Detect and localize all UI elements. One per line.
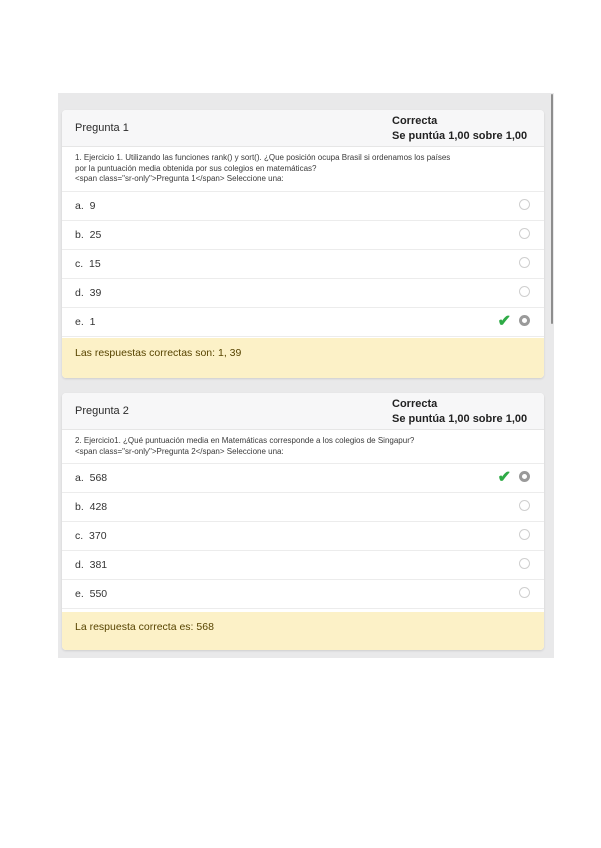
answer-option-b[interactable] bbox=[62, 493, 544, 522]
option-letter: b. bbox=[75, 228, 84, 241]
radio-icon[interactable] bbox=[519, 587, 530, 598]
radio-selected-icon[interactable] bbox=[519, 471, 530, 482]
question-header bbox=[62, 110, 544, 147]
question-grade: Se puntúa 1,00 sobre 1,00 bbox=[392, 413, 528, 425]
radio-icon[interactable] bbox=[519, 500, 530, 511]
answer-option-a[interactable] bbox=[62, 192, 544, 221]
option-letter: a. bbox=[75, 199, 84, 212]
question-card-1 bbox=[62, 110, 544, 378]
question-text-line: <span class="sr-only">Pregunta 2</span> Seleccione una: bbox=[75, 446, 284, 456]
question-text-line: 1. Ejercicio 1. Utilizando las funciones rank() y sort(). ¿Que posición ocupa Brasil si ordenamos los países bbox=[75, 153, 451, 162]
option-letter: e. bbox=[75, 588, 84, 600]
option-letter: c. bbox=[75, 257, 84, 270]
option-value: 9 bbox=[89, 199, 96, 212]
question-title: Pregunta 2 bbox=[75, 405, 129, 417]
radio-icon[interactable] bbox=[519, 228, 530, 239]
option-letter: d. bbox=[75, 286, 84, 299]
option-value: 550 bbox=[89, 588, 108, 600]
question-text-line: 2. Ejercicio1. ¿Qué puntuación media en Matemáticas corresponde a los colegios de Singapur? bbox=[75, 436, 415, 445]
question-title: Pregunta 1 bbox=[75, 122, 129, 134]
option-value: 568 bbox=[89, 472, 108, 484]
radio-icon[interactable] bbox=[519, 257, 530, 268]
radio-selected-icon[interactable] bbox=[519, 315, 530, 326]
radio-icon[interactable] bbox=[519, 199, 530, 210]
answer-option-d[interactable] bbox=[62, 551, 544, 580]
question-text bbox=[62, 147, 544, 192]
feedback-box: La respuesta correcta es: 568 bbox=[62, 612, 544, 650]
question-status bbox=[392, 114, 527, 144]
option-value: 1 bbox=[89, 315, 96, 328]
option-value: 428 bbox=[89, 501, 108, 513]
question-header bbox=[62, 393, 544, 430]
option-letter: b. bbox=[75, 501, 84, 513]
option-letter: e. bbox=[75, 315, 84, 328]
option-value: 370 bbox=[89, 530, 107, 542]
radio-icon[interactable] bbox=[519, 529, 530, 540]
option-letter: d. bbox=[75, 559, 84, 571]
answer-option-b[interactable] bbox=[62, 221, 544, 250]
answer-option-e[interactable] bbox=[62, 580, 544, 609]
answer-option-c[interactable] bbox=[62, 250, 544, 279]
question-text bbox=[62, 430, 544, 464]
option-value: 39 bbox=[89, 286, 102, 299]
question-text-line: por la puntuación media obtenida por sus colegios en matemáticas? bbox=[75, 163, 317, 173]
question-state: Correcta bbox=[392, 398, 438, 410]
question-status bbox=[392, 397, 527, 427]
answer-option-a[interactable] bbox=[62, 464, 544, 493]
option-letter: a. bbox=[75, 472, 84, 484]
answer-option-c[interactable] bbox=[62, 522, 544, 551]
radio-icon[interactable] bbox=[519, 558, 530, 569]
question-text-line: <span class="sr-only">Pregunta 1</span> Seleccione una: bbox=[75, 174, 284, 183]
checkmark-icon: ✔ bbox=[497, 469, 511, 486]
scrollbar[interactable] bbox=[551, 94, 553, 324]
checkmark-icon: ✔ bbox=[497, 312, 511, 330]
answer-option-e[interactable] bbox=[62, 308, 544, 337]
feedback-box: Las respuestas correctas son: 1, 39 bbox=[62, 338, 544, 378]
answer-option-d[interactable] bbox=[62, 279, 544, 308]
option-value: 381 bbox=[89, 559, 108, 571]
option-value: 15 bbox=[89, 257, 101, 270]
option-value: 25 bbox=[89, 228, 102, 241]
question-state: Correcta bbox=[392, 115, 438, 127]
question-card-2 bbox=[62, 393, 544, 650]
radio-icon[interactable] bbox=[519, 286, 530, 297]
option-letter: c. bbox=[75, 530, 84, 542]
question-grade: Se puntúa 1,00 sobre 1,00 bbox=[392, 130, 528, 142]
